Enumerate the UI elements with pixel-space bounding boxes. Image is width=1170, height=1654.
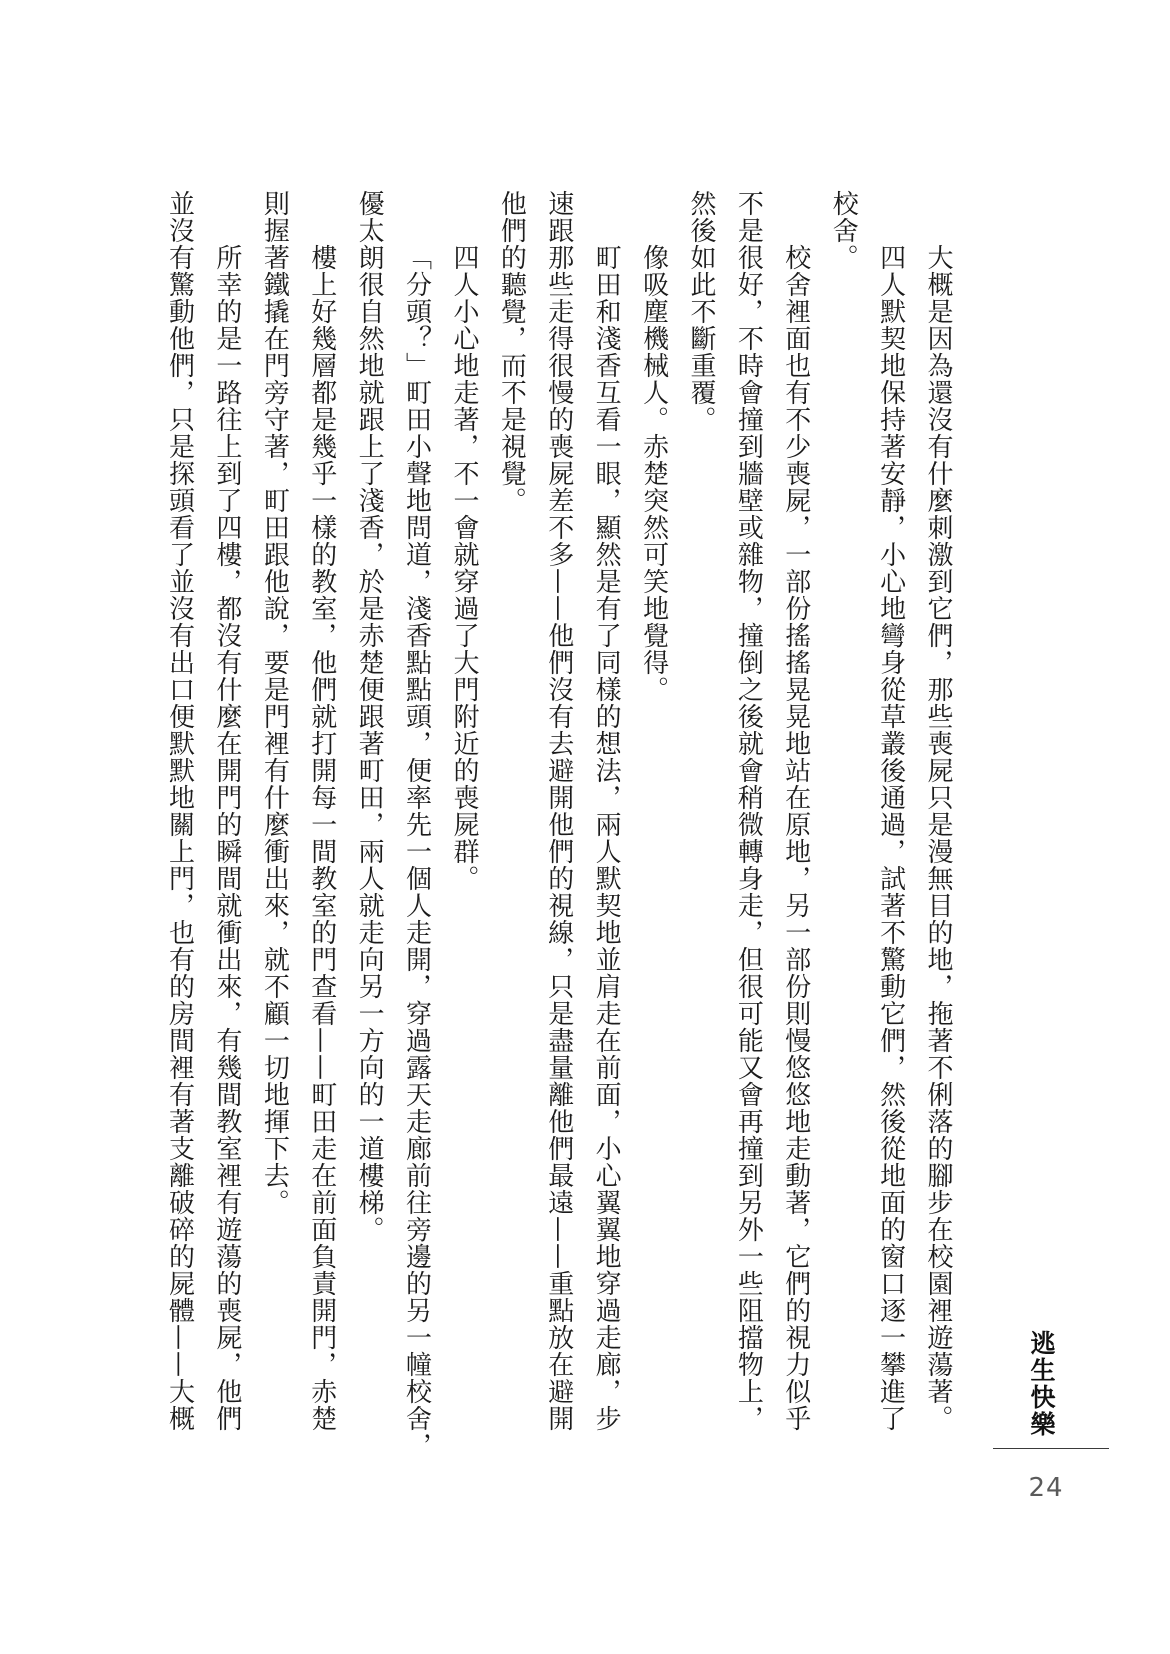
- paragraph: [345, 190, 440, 1459]
- text-line: 則握著鐵撬在門旁守著，町田跟他說，要是門裡有什麼衝出來，就不顧一切地揮下去。: [259, 190, 290, 1216]
- paragraph: [677, 190, 819, 1440]
- paragraph: [440, 190, 487, 1440]
- text-line: 所幸的是一路往上到了四樓，都沒有什麼在開門的瞬間就衝出來，有幾間教室裡有遊蕩的喪屍，他們: [211, 244, 242, 1432]
- page-number: 24: [1028, 1473, 1064, 1503]
- body-text: [155, 190, 961, 1459]
- text-line: 他們的聽覺，而不是視覺。: [496, 190, 527, 514]
- text-line: 四人默契地保持著安靜，小心地彎身從草叢後通過，試著不驚動它們，然後從地面的窗口逐一攀進了: [875, 244, 906, 1432]
- paragraph: [914, 190, 961, 1440]
- text-line: 大概是因為還沒有什麼刺激到它們，那些喪屍只是漫無目的地，拖著不俐落的腳步在校園裡遊蕩著。: [923, 244, 953, 1432]
- paragraph: [629, 190, 676, 1440]
- text-line: 並沒有驚動他們，只是探頭看了並沒有出口便默默地關上門，也有的房間裡有著支離破碎的屍體——大概: [164, 190, 195, 1432]
- paragraph: [487, 190, 629, 1440]
- paragraph: [155, 190, 250, 1440]
- running-title: 逃生快樂: [1027, 1330, 1056, 1438]
- text-line: 校舍。: [828, 190, 859, 271]
- text-line: 然後如此不斷重覆。: [685, 190, 716, 433]
- text-line: 校舍裡面也有不少喪屍，一部份搖搖晃晃地站在原地，另一部份則慢悠悠地走動著，它們的視力似乎: [780, 244, 811, 1432]
- text-line: 像吸塵機械人。赤楚突然可笑地覺得。: [638, 244, 669, 703]
- text-line: 町田和淺香互看一眼，顯然是有了同樣的想法，兩人默契地並肩走在前面，小心翼翼地穿過走廊，步: [591, 244, 622, 1432]
- paragraph: [250, 190, 345, 1440]
- header-rule: [993, 1448, 1109, 1449]
- text-line: 不是很好，不時會撞到牆壁或雜物，撞倒之後就會稍微轉身走，但很可能又會再撞到另外一些阻擋物上，: [733, 190, 764, 1432]
- text-line: 速跟那些走得很慢的喪屍差不多——他們沒有去避開他們的視線，只是盡量離他們最遠——重點放在避開: [543, 190, 574, 1432]
- paragraph: [819, 190, 914, 1440]
- text-line: 樓上好幾層都是幾乎一樣的教室，他們就打開每一間教室的門查看——町田走在前面負責開門，赤楚: [306, 244, 337, 1432]
- text-line: 優太朗很自然地就跟上了淺香，於是赤楚便跟著町田，兩人就走向另一方向的一道樓梯。: [354, 190, 385, 1243]
- text-line: 「分頭？」町田小聲地問道，淺香點點頭，便率先一個人走開，穿過露天走廊前往旁邊的另一幢校舍，: [401, 244, 432, 1459]
- text-line: 四人小心地走著，不一會就穿過了大門附近的喪屍群。: [448, 244, 479, 892]
